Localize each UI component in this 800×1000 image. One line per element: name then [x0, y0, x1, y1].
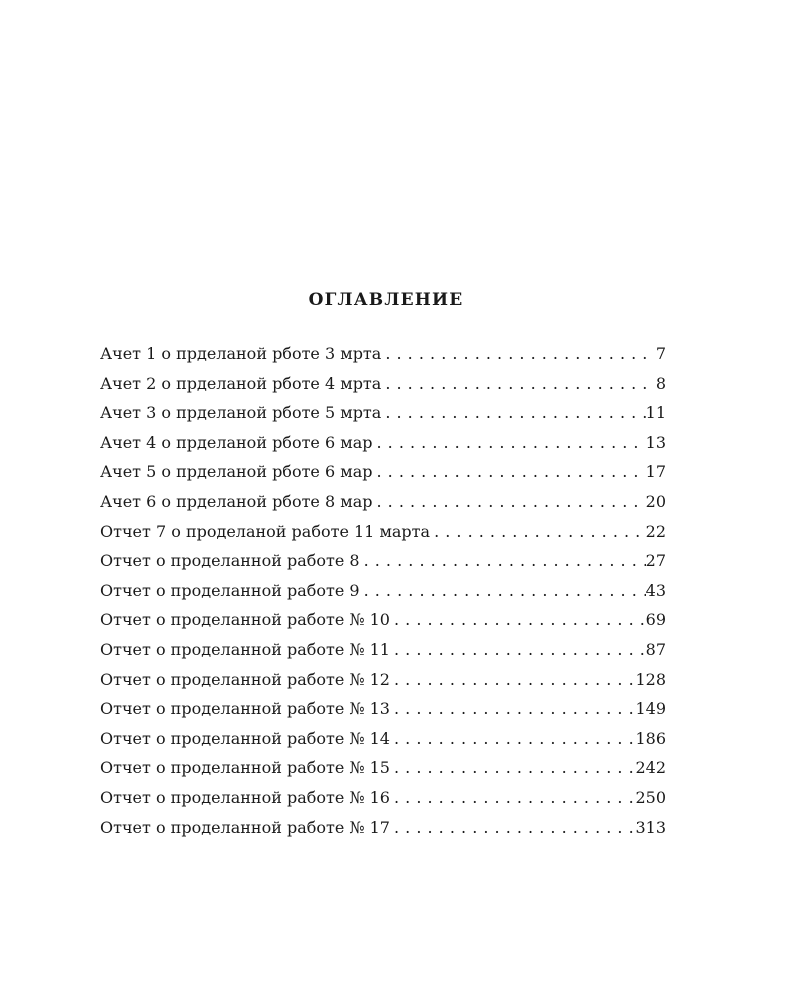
toc-entry[interactable] — [100, 457, 666, 487]
dot-leader — [390, 635, 646, 665]
toc-entry-page: 87 — [645, 639, 666, 659]
toc-entry-page: 242 — [635, 758, 666, 778]
toc-entry[interactable] — [100, 694, 666, 724]
toc-entry-title: Ачет 5 о прделаной рботе 6 мар — [100, 462, 373, 482]
toc-list — [100, 339, 666, 842]
toc-entry[interactable] — [100, 369, 666, 399]
dot-leader — [372, 428, 645, 458]
toc-entry-title: Отчет о проделанной работе № 16 — [100, 787, 390, 807]
dot-leader — [390, 724, 635, 754]
toc-entry-page: 11 — [645, 403, 666, 423]
toc-entry-title: Отчет о проделанной работе № 10 — [100, 610, 390, 630]
toc-entry-page: 13 — [645, 432, 666, 452]
toc-heading: ОГЛАВЛЕНИЕ — [308, 290, 464, 310]
toc-entry[interactable] — [100, 724, 666, 754]
dot-leader — [390, 813, 635, 843]
toc-entry-title: Отчет 7 о проделаной работе 11 марта — [100, 521, 431, 541]
toc-entry-page: 128 — [635, 669, 666, 689]
toc-entry-title: Отчет о проделанной работе № 17 — [100, 817, 390, 837]
toc-entry[interactable] — [100, 576, 666, 606]
toc-entry[interactable] — [100, 605, 666, 635]
toc-entry[interactable] — [100, 487, 666, 517]
dot-leader — [360, 576, 646, 606]
toc-entry[interactable] — [100, 665, 666, 695]
toc-entry[interactable] — [100, 546, 666, 576]
toc-entry-page: 22 — [645, 521, 666, 541]
toc-entry-title: Ачет 2 о прделаной рботе 4 мрта — [100, 373, 382, 393]
dot-leader — [381, 398, 645, 428]
toc-entry-title: Отчет о проделанной работе 9 — [100, 580, 360, 600]
toc-entry-page: 17 — [645, 462, 666, 482]
toc-entry[interactable] — [100, 339, 666, 369]
toc-entry[interactable] — [100, 517, 666, 547]
dot-leader — [390, 605, 646, 635]
toc-entry[interactable] — [100, 813, 666, 843]
toc-entry-page: 20 — [645, 491, 666, 511]
toc-entry[interactable] — [100, 753, 666, 783]
toc-entry-title: Ачет 1 о прделаной рботе 3 мрта — [100, 344, 382, 363]
toc-entry-title: Отчет о проделанной работе № 12 — [100, 669, 390, 689]
toc-entry-title: Отчет о проделанной работе 8 — [100, 551, 360, 571]
dot-leader — [390, 753, 635, 783]
dot-leader — [430, 517, 646, 547]
dot-leader — [381, 339, 652, 369]
toc-entry-title: Отчет о проделанной работе № 14 — [100, 728, 390, 748]
table-of-contents — [100, 288, 666, 842]
toc-entry[interactable] — [100, 635, 666, 665]
dot-leader — [360, 546, 646, 576]
toc-entry-page: 7 — [655, 344, 666, 363]
dot-leader — [390, 694, 635, 724]
toc-entry-page: 186 — [635, 728, 666, 748]
toc-entry-page: 43 — [645, 580, 666, 600]
toc-entry-page: 250 — [635, 787, 666, 807]
toc-entry-page: 313 — [635, 817, 666, 837]
toc-entry-page: 69 — [645, 610, 666, 630]
toc-entry-page: 149 — [635, 699, 666, 719]
dot-leader — [390, 665, 635, 695]
dot-leader — [390, 783, 635, 813]
toc-entry-title: Отчет о проделанной работе № 15 — [100, 758, 390, 778]
toc-entry-page: 8 — [655, 373, 666, 393]
toc-entry-title: Ачет 6 о прделаной рботе 8 мар — [100, 491, 373, 511]
toc-entry-title: Отчет о проделанной работе № 13 — [100, 699, 390, 719]
dot-leader — [381, 369, 652, 399]
toc-entry[interactable] — [100, 428, 666, 458]
toc-entry-page: 27 — [645, 551, 666, 571]
toc-entry[interactable] — [100, 398, 666, 428]
toc-entry-title: Отчет о проделанной работе № 11 — [100, 639, 390, 659]
toc-entry-title: Ачет 3 о прделаной рботе 5 мрта — [100, 403, 382, 423]
dot-leader — [372, 487, 645, 517]
toc-entry[interactable] — [100, 783, 666, 813]
toc-entry-title: Ачет 4 о прделаной рботе 6 мар — [100, 432, 373, 452]
dot-leader — [372, 457, 645, 487]
